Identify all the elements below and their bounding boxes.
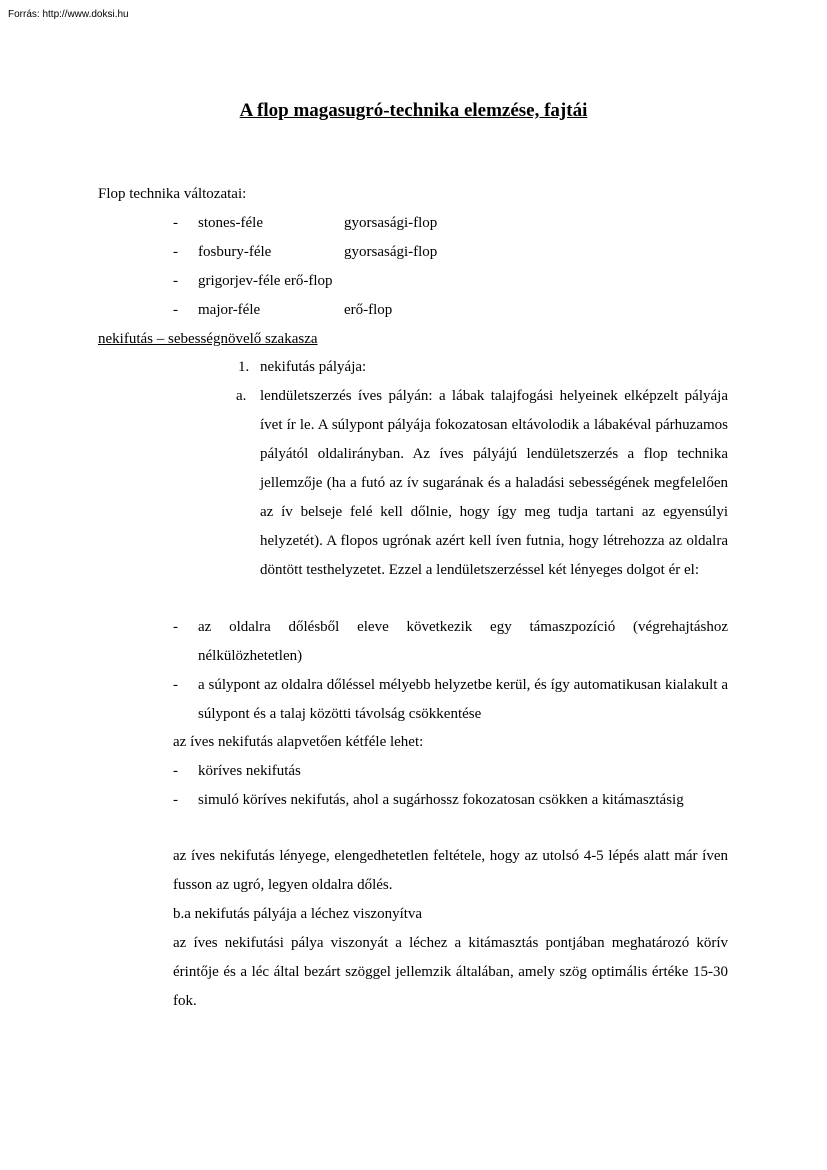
angle-paragraph: az íves nekifutási pálya viszonyát a léchez a kitámasztás pontjában meghatározó körív érintője és a léc által bezárt szöggel jellemzik általában, amely szög optimális értéke 15-30 fok. [173,935,728,1009]
effect-item: az oldalra dőlésből eleve következik egy támaszpozíció (végrehajtáshoz nélkülözhetetlen) [198,619,728,664]
bullet-dash: - [173,763,178,779]
subheading-b: b.a nekifutás pályája a léchez viszonyítva [173,906,423,922]
bullet-dash: - [173,244,178,260]
numbered-item-number: 1. [238,359,250,375]
variant-type: gyorsasági-flop [344,215,438,231]
run-type-item: köríves nekifutás [198,763,301,779]
variant-name: fosbury-féle [198,244,272,260]
bullet-dash: - [173,302,178,318]
page-title: A flop magasugró-technika elemzése, fajtái [239,100,588,121]
variant-type: gyorsasági-flop [344,244,438,260]
bullet-dash: - [173,215,178,231]
run-type-item: simuló köríves nekifutás, ahol a sugárhossz fokozatosan csökken a kitámasztásig [198,792,684,808]
essence-paragraph: az íves nekifutás lényege, elengedhetetlen feltétele, hogy az utolsó 4-5 lépés alatt már íven fusson az ugró, legyen oldalra dőlés. [173,848,728,893]
numbered-item-text: nekifutás pályája: [260,359,367,375]
run-types-heading: az íves nekifutás alapvetően kétféle lehet: [173,734,424,750]
variants-heading: Flop technika változatai: [98,186,247,202]
lettered-item-paragraph: lendületszerzés íves pályán: a lábak talajfogási helyeinek elképzelt pályája ívet ír le. A súlypont pályája fokozatosan eltávolodik a lábakéval párhuzamos pályától oldalirányban. Az íves pályájú lendületszerzés a flop technika jellemzője (ha a futó az ív sugarának és a haladási sebességének megfelelően az ív belseje felé kell dőlnie, hogy így meg tudja tartani az egyensúlyi helyzetét). A flopos ugrónak azért kell íven futnia, hogy létrehozza az oldalra döntött testhelyzetet. Ezzel a lendületszerzéssel két lényeges dolgot ér el: [260,388,728,578]
variant-name: stones-féle [198,215,263,231]
section-heading: nekifutás – sebességnövelő szakasza [98,331,318,347]
variant-name: grigorjev-féle erő-flop [198,273,333,289]
lettered-item-letter: a. [236,388,247,404]
bullet-dash: - [173,619,178,635]
bullet-dash: - [173,273,178,289]
effect-item: a súlypont az oldalra dőléssel mélyebb helyzetbe kerül, és így automatikusan kialakult a súlypont és a talaj közötti távolság csökkentése [198,677,728,722]
bullet-dash: - [173,792,178,808]
variant-name: major-féle [198,302,261,318]
source-note: Forrás: http://www.doksi.hu [8,9,129,20]
bullet-dash: - [173,677,178,693]
variant-type: erő-flop [344,302,393,318]
